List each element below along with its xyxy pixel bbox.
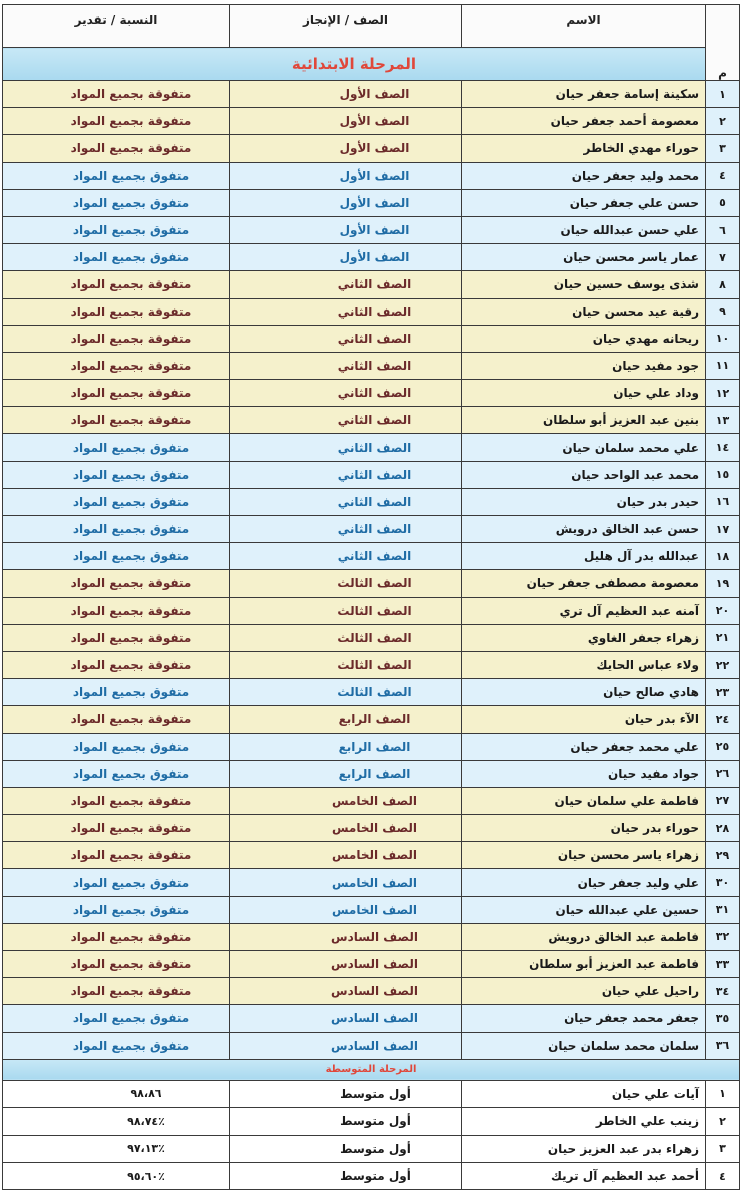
rate-cell: متفوقة بجميع المواد — [3, 978, 230, 1005]
primary-rows — [3, 81, 740, 1060]
row-number: ١٢ — [706, 380, 740, 407]
table-row — [3, 380, 740, 407]
row-number: ١٨ — [706, 543, 740, 570]
rate-cell: متفوقة بجميع المواد — [3, 624, 230, 651]
rate-cell: متفوقة بجميع المواد — [3, 271, 230, 298]
row-number: ٢٠ — [706, 597, 740, 624]
grade-cell: الصف الثالث — [230, 597, 462, 624]
student-name: جعفر محمد جعفر حيان — [462, 1005, 706, 1032]
rate-cell: متفوقة بجميع المواد — [3, 352, 230, 379]
grade-cell: الصف الرابع — [230, 760, 462, 787]
rate-cell: متفوق بجميع المواد — [3, 434, 230, 461]
student-name: زهراء ياسر محسن حيان — [462, 842, 706, 869]
student-name: حوراء بدر حيان — [462, 815, 706, 842]
student-name: هادي صالح حيان — [462, 679, 706, 706]
grade-cell: الصف السادس — [230, 1005, 462, 1032]
rate-cell: متفوقة بجميع المواد — [3, 787, 230, 814]
row-number: ١٦ — [706, 488, 740, 515]
grade-cell: الصف السادس — [230, 978, 462, 1005]
student-name: زهراء جعفر الغاوي — [462, 624, 706, 651]
row-number: ٢٤ — [706, 706, 740, 733]
table-row — [3, 1005, 740, 1032]
grade-cell: الصف السادس — [230, 951, 462, 978]
rate-cell: متفوقة بجميع المواد — [3, 951, 230, 978]
row-number: ٣١ — [706, 896, 740, 923]
row-number: ٢٢ — [706, 651, 740, 678]
rate-cell: ٩٧،١٣٪ — [3, 1135, 230, 1162]
grade-cell: الصف السادس — [230, 923, 462, 950]
row-number: ٨ — [706, 271, 740, 298]
student-name: فاطمة عبد الخالق درويش — [462, 923, 706, 950]
student-name: ريحانه مهدي حيان — [462, 325, 706, 352]
grade-cell: الصف الثالث — [230, 651, 462, 678]
rate-cell: متفوق بجميع المواد — [3, 733, 230, 760]
table-row — [3, 1032, 740, 1059]
table-row — [3, 1135, 740, 1162]
table-row — [3, 787, 740, 814]
rate-cell: ٩٨،٨٦ — [3, 1080, 230, 1107]
row-number: ٣٢ — [706, 923, 740, 950]
row-number: ٧ — [706, 244, 740, 271]
row-number: ٢٦ — [706, 760, 740, 787]
row-number: ١٥ — [706, 461, 740, 488]
row-number: ١١ — [706, 352, 740, 379]
rate-cell: متفوقة بجميع المواد — [3, 842, 230, 869]
row-number: ٣٠ — [706, 869, 740, 896]
table-row — [3, 162, 740, 189]
stage-middle-title: المرحلة المتوسطة — [3, 1059, 740, 1080]
grade-cell: الصف السادس — [230, 1032, 462, 1059]
table-row — [3, 570, 740, 597]
table-row — [3, 624, 740, 651]
table-row — [3, 1108, 740, 1135]
grade-cell: الصف الرابع — [230, 706, 462, 733]
rate-cell: متفوق بجميع المواد — [3, 760, 230, 787]
rate-cell: متفوق بجميع المواد — [3, 1005, 230, 1032]
rate-cell: متفوق بجميع المواد — [3, 1032, 230, 1059]
student-name: آيات علي حيان — [462, 1080, 706, 1107]
table-row — [3, 733, 740, 760]
grade-cell: الصف الثاني — [230, 516, 462, 543]
student-name: عبدالله بدر آل هليل — [462, 543, 706, 570]
grade-cell: أول متوسط — [230, 1135, 462, 1162]
row-number: ٣٦ — [706, 1032, 740, 1059]
row-number: ١٤ — [706, 434, 740, 461]
table-row — [3, 597, 740, 624]
rate-cell: متفوق بجميع المواد — [3, 543, 230, 570]
student-name: آمنه عبد العظيم آل تري — [462, 597, 706, 624]
row-number: ١ — [706, 81, 740, 108]
table-row — [3, 407, 740, 434]
grade-cell: الصف الثاني — [230, 325, 462, 352]
grade-cell: الصف الأول — [230, 216, 462, 243]
table-row — [3, 216, 740, 243]
rate-cell: متفوق بجميع المواد — [3, 896, 230, 923]
row-number: ٢٩ — [706, 842, 740, 869]
rate-cell: متفوقة بجميع المواد — [3, 597, 230, 624]
student-name: بنين عبد العزيز أبو سلطان — [462, 407, 706, 434]
stage-middle-row — [3, 1059, 740, 1080]
student-name: معصومة مصطفى جعفر حيان — [462, 570, 706, 597]
rate-cell: متفوقة بجميع المواد — [3, 923, 230, 950]
row-number: ١٩ — [706, 570, 740, 597]
table-row — [3, 543, 740, 570]
table-row — [3, 298, 740, 325]
student-name: حيدر بدر حيان — [462, 488, 706, 515]
row-number: ٣٤ — [706, 978, 740, 1005]
table-row — [3, 325, 740, 352]
rate-cell: متفوق بجميع المواد — [3, 244, 230, 271]
table-header-row — [3, 5, 740, 48]
student-name: فاطمة علي سلمان حيان — [462, 787, 706, 814]
student-name: جواد مفيد حيان — [462, 760, 706, 787]
table-row — [3, 679, 740, 706]
middle-rows — [3, 1080, 740, 1190]
table-row — [3, 81, 740, 108]
row-number: ٣٣ — [706, 951, 740, 978]
table-row — [3, 516, 740, 543]
row-number: ٢٥ — [706, 733, 740, 760]
honor-roll-table — [3, 4, 740, 1194]
table-row — [3, 1080, 740, 1107]
student-name: شذى يوسف حسين حيان — [462, 271, 706, 298]
grade-cell: الصف الخامس — [230, 896, 462, 923]
rate-cell: متفوق بجميع المواد — [3, 461, 230, 488]
row-number: ٢ — [706, 108, 740, 135]
row-number: ٢ — [706, 1108, 740, 1135]
rate-cell: متفوق بجميع المواد — [3, 162, 230, 189]
row-number: ٣ — [706, 1135, 740, 1162]
student-name: علي وليد جعفر حيان — [462, 869, 706, 896]
table-row — [3, 842, 740, 869]
rate-cell: متفوق بجميع المواد — [3, 679, 230, 706]
grade-cell: الصف الثاني — [230, 461, 462, 488]
table-row — [3, 760, 740, 787]
grade-cell: الصف الأول — [230, 244, 462, 271]
student-name: فاطمة عبد العزيز أبو سلطان — [462, 951, 706, 978]
header-number: م — [706, 5, 740, 81]
grade-cell: الصف الأول — [230, 81, 462, 108]
grade-cell: الصف الثاني — [230, 352, 462, 379]
rate-cell: متفوقة بجميع المواد — [3, 135, 230, 162]
grade-cell: الصف الخامس — [230, 787, 462, 814]
student-name: سلمان محمد سلمان حيان — [462, 1032, 706, 1059]
table-row — [3, 135, 740, 162]
row-number: ٣ — [706, 135, 740, 162]
grade-cell: الصف الخامس — [230, 842, 462, 869]
row-number: ٢٨ — [706, 815, 740, 842]
grade-cell: الصف الأول — [230, 135, 462, 162]
rate-cell: متفوقة بجميع المواد — [3, 706, 230, 733]
student-name: علي محمد جعفر حيان — [462, 733, 706, 760]
table-row — [3, 1162, 740, 1189]
grade-cell: أول متوسط — [230, 1162, 462, 1189]
row-number: ٢١ — [706, 624, 740, 651]
grade-cell: الصف الثاني — [230, 298, 462, 325]
grade-cell: الصف الثالث — [230, 624, 462, 651]
student-name: أحمد عبد العظيم آل تريك — [462, 1162, 706, 1189]
student-name: وداد علي حيان — [462, 380, 706, 407]
student-name: سكينة إسامة جعفر حيان — [462, 81, 706, 108]
student-name: علي حسن عبدالله حيان — [462, 216, 706, 243]
row-number: ٢٣ — [706, 679, 740, 706]
rate-cell: متفوقة بجميع المواد — [3, 325, 230, 352]
grade-cell: الصف الأول — [230, 162, 462, 189]
rate-cell: متفوق بجميع المواد — [3, 488, 230, 515]
student-name: حسين علي عبدالله حيان — [462, 896, 706, 923]
student-name: علي محمد سلمان حيان — [462, 434, 706, 461]
rate-cell: متفوقة بجميع المواد — [3, 108, 230, 135]
table-row — [3, 869, 740, 896]
grade-cell: الصف الأول — [230, 189, 462, 216]
row-number: ٣٥ — [706, 1005, 740, 1032]
student-name: محمد عبد الواحد حيان — [462, 461, 706, 488]
table-row — [3, 923, 740, 950]
rate-cell: متفوقة بجميع المواد — [3, 298, 230, 325]
student-name: راحيل علي حيان — [462, 978, 706, 1005]
table-row — [3, 108, 740, 135]
stage-primary-title: المرحلة الابتدائية — [3, 48, 706, 81]
student-name: الآء بدر حيان — [462, 706, 706, 733]
student-name: زهراء بدر عبد العزيز حيان — [462, 1135, 706, 1162]
rate-cell: متفوق بجميع المواد — [3, 216, 230, 243]
table-row — [3, 271, 740, 298]
grade-cell: الصف الخامس — [230, 869, 462, 896]
row-number: ١٠ — [706, 325, 740, 352]
row-number: ١ — [706, 1080, 740, 1107]
grade-cell: الصف الثالث — [230, 679, 462, 706]
rate-cell: متفوقة بجميع المواد — [3, 380, 230, 407]
table-row — [3, 434, 740, 461]
grade-cell: أول متوسط — [230, 1080, 462, 1107]
student-name: عمار ياسر محسن حيان — [462, 244, 706, 271]
student-name: رقية عيد محسن حيان — [462, 298, 706, 325]
table-row — [3, 706, 740, 733]
rate-cell: متفوقة بجميع المواد — [3, 815, 230, 842]
rate-cell: ٩٨،٧٤٪ — [3, 1108, 230, 1135]
rate-cell: متفوقة بجميع المواد — [3, 81, 230, 108]
students-table — [2, 4, 740, 1190]
student-name: معصومة أحمد جعفر حيان — [462, 108, 706, 135]
row-number: ٥ — [706, 189, 740, 216]
student-name: زينب علي الخاطر — [462, 1108, 706, 1135]
grade-cell: الصف الثاني — [230, 434, 462, 461]
stage-primary-row — [3, 48, 740, 81]
rate-cell: متفوقة بجميع المواد — [3, 570, 230, 597]
rate-cell: متفوق بجميع المواد — [3, 869, 230, 896]
header-name: الاسم — [462, 5, 706, 48]
grade-cell: الصف الخامس — [230, 815, 462, 842]
table-row — [3, 978, 740, 1005]
student-name: حوراء مهدي الخاطر — [462, 135, 706, 162]
grade-cell: الصف الثالث — [230, 570, 462, 597]
table-row — [3, 951, 740, 978]
student-name: محمد وليد جعفر حيان — [462, 162, 706, 189]
student-name: جود مفيد حيان — [462, 352, 706, 379]
table-row — [3, 815, 740, 842]
table-row — [3, 896, 740, 923]
table-row — [3, 651, 740, 678]
row-number: ٤ — [706, 162, 740, 189]
rate-cell: متفوقة بجميع المواد — [3, 407, 230, 434]
grade-cell: الصف الأول — [230, 108, 462, 135]
rate-cell: ٩٥،٦٠٪ — [3, 1162, 230, 1189]
table-row — [3, 488, 740, 515]
rate-cell: متفوقة بجميع المواد — [3, 651, 230, 678]
row-number: ٤ — [706, 1162, 740, 1189]
grade-cell: الصف الثاني — [230, 488, 462, 515]
table-row — [3, 461, 740, 488]
row-number: ١٧ — [706, 516, 740, 543]
grade-cell: الصف الثاني — [230, 380, 462, 407]
grade-cell: الصف الثاني — [230, 271, 462, 298]
row-number: ١٣ — [706, 407, 740, 434]
grade-cell: أول متوسط — [230, 1108, 462, 1135]
grade-cell: الصف الرابع — [230, 733, 462, 760]
rate-cell: متفوق بجميع المواد — [3, 189, 230, 216]
student-name: ولاء عباس الحايك — [462, 651, 706, 678]
table-row — [3, 352, 740, 379]
table-row — [3, 189, 740, 216]
row-number: ٢٧ — [706, 787, 740, 814]
row-number: ٩ — [706, 298, 740, 325]
rate-cell: متفوق بجميع المواد — [3, 516, 230, 543]
row-number: ٦ — [706, 216, 740, 243]
grade-cell: الصف الثاني — [230, 543, 462, 570]
table-row — [3, 244, 740, 271]
grade-cell: الصف الثاني — [230, 407, 462, 434]
header-rate: النسبة / تقدير — [3, 5, 230, 48]
student-name: حسن عبد الخالق درويش — [462, 516, 706, 543]
student-name: حسن علي جعفر حيان — [462, 189, 706, 216]
header-grade: الصف / الإنجاز — [230, 5, 462, 48]
